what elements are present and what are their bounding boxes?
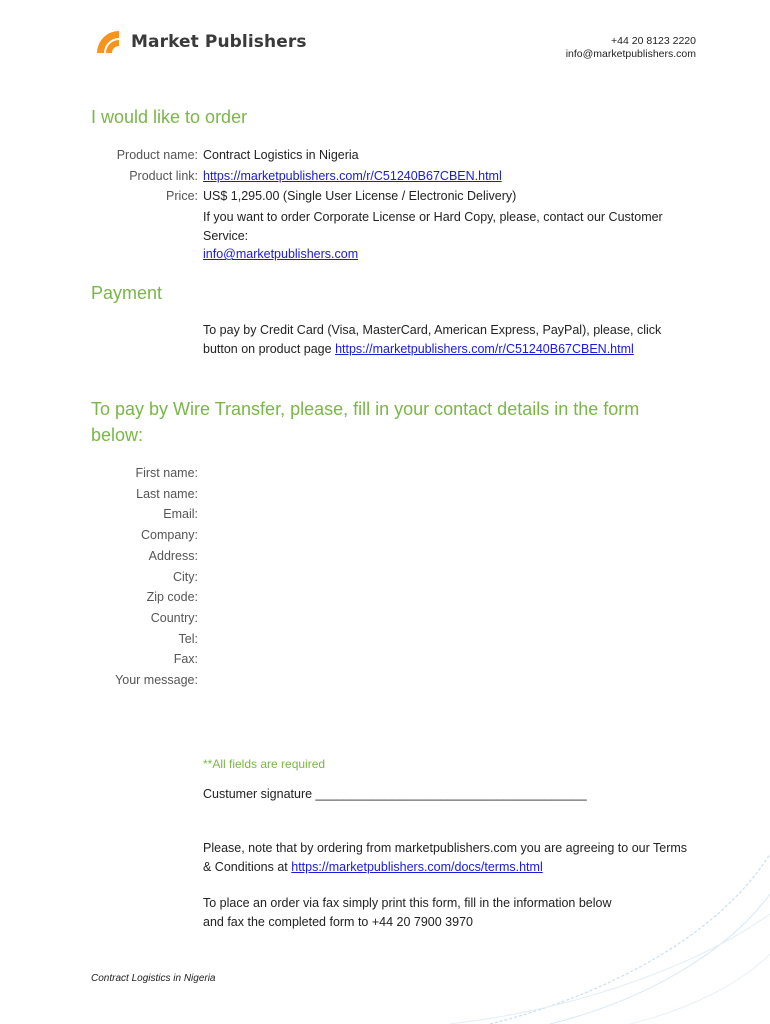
payment-product-link[interactable]: https://marketpublishers.com/r/C51240B67CBEN.html xyxy=(335,341,634,356)
header-contact xyxy=(566,35,696,61)
form-field-label: First name: xyxy=(135,466,198,480)
corporate-note-line1: If you want to order Corporate License or Hard Copy, please, contact our Customer xyxy=(203,210,663,224)
header-phone: +44 20 8123 2220 xyxy=(611,35,696,47)
corporate-note-line2: Service: xyxy=(203,228,249,243)
brand-name: Market Publishers xyxy=(131,32,307,52)
brand-logo xyxy=(95,29,307,55)
order-heading: I would like to order xyxy=(91,107,248,127)
payment-text xyxy=(203,321,661,358)
form-field-input[interactable] xyxy=(203,505,683,521)
form-field-label: Email: xyxy=(163,507,198,522)
form-field-label: Tel: xyxy=(178,631,198,646)
form-field-label: Country: xyxy=(150,610,198,625)
wire-heading-line2: below: xyxy=(91,425,144,445)
form-field-label: Address: xyxy=(148,548,198,563)
price-label: Price: xyxy=(166,189,198,203)
signature-line: Custumer signature _______________________________________ xyxy=(203,787,587,801)
payment-line1: To pay by Credit Card (Visa, MasterCard, American Express, PayPal), please, click xyxy=(203,323,662,337)
corporate-note xyxy=(203,208,663,264)
form-field-label: Last name: xyxy=(136,486,198,501)
payment-heading: Payment xyxy=(91,283,163,303)
wire-heading-line1: To pay by Wire Transfer, please, fill in your contact details in the form xyxy=(91,399,640,419)
fax-line2: and fax the completed form to +44 20 7900 3970 xyxy=(203,914,473,929)
required-note: **All fields are required xyxy=(203,757,326,771)
form-field-input[interactable] xyxy=(203,526,683,542)
form-field-label: Fax: xyxy=(173,652,198,667)
form-field-input[interactable] xyxy=(203,568,683,584)
form-field-label: City: xyxy=(173,569,198,584)
form-field-input[interactable] xyxy=(203,485,683,501)
product-name-label: Product name: xyxy=(116,148,198,162)
form-field-input[interactable] xyxy=(203,464,683,480)
form-field-label: Your message: xyxy=(115,673,198,687)
form-field-label: Zip code: xyxy=(146,590,198,605)
form-field-input[interactable] xyxy=(203,547,683,563)
terms-line1: Please, note that by ordering from marketpublishers.com you are agreeing to our Terms xyxy=(203,841,688,855)
wire-heading xyxy=(91,396,691,448)
header-email[interactable]: info@marketpublishers.com xyxy=(565,48,696,60)
service-email-link[interactable]: info@marketpublishers.com xyxy=(203,247,359,261)
payment-line2 xyxy=(203,340,661,359)
footer-title: Contract Logistics in Nigeria xyxy=(91,973,216,984)
product-link-label: Product link: xyxy=(129,169,198,183)
price-value: US$ 1,295.00 (Single User License / Electronic Delivery) xyxy=(203,189,517,203)
form-field-input[interactable] xyxy=(203,671,683,687)
decorative-swoosh xyxy=(430,834,770,1024)
form-field-input[interactable] xyxy=(203,650,683,666)
product-name-value: Contract Logistics in Nigeria xyxy=(203,148,359,162)
payment-line2-text: button on product page xyxy=(203,341,336,356)
form-field-label: Company: xyxy=(141,528,198,543)
form-field-input[interactable] xyxy=(203,630,683,646)
terms-link[interactable]: https://marketpublishers.com/docs/terms.html xyxy=(291,859,543,874)
form-field-input[interactable] xyxy=(203,588,683,604)
fax-line1: To place an order via fax simply print this form, fill in the information below xyxy=(203,896,612,910)
form-field-input[interactable] xyxy=(203,609,683,625)
terms-line2-text: & Conditions at xyxy=(203,859,292,874)
logo-arc-icon xyxy=(95,29,125,55)
product-link[interactable]: https://marketpublishers.com/r/C51240B67CBEN.html xyxy=(203,169,502,183)
